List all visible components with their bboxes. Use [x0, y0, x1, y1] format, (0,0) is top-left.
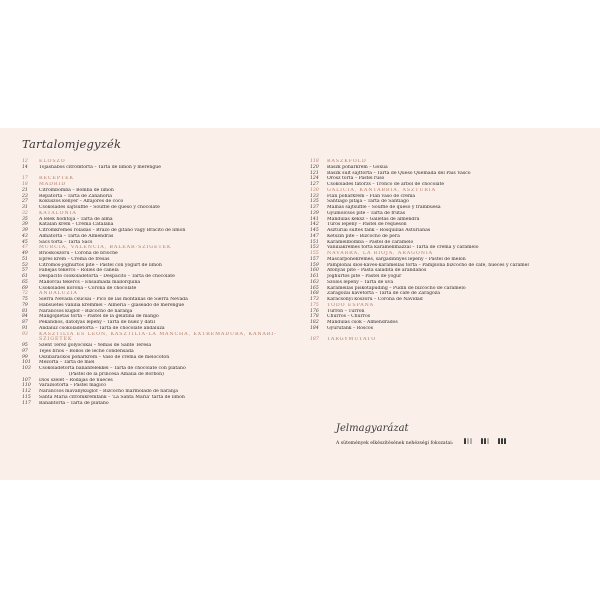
toc-entry-text: A lélek hódítója – Tarta de alma [39, 216, 113, 222]
toc-page-number: 39 [22, 222, 28, 228]
toc-page-number: 14 [22, 164, 28, 170]
toc-page-number: 21 [22, 187, 28, 193]
toc-section-heading [310, 337, 575, 343]
toc-entry-text: Csokoládés korona – Corona de chocolate [39, 285, 137, 291]
toc-entry [22, 401, 287, 407]
toc-page-number: 65 [22, 279, 28, 285]
toc-page-number: 141 [310, 216, 319, 222]
toc-page-number: 130 [310, 187, 319, 193]
toc-page-number: 153 [310, 245, 319, 251]
toc-section-heading [22, 332, 287, 344]
toc-page-number: 155 [310, 251, 319, 256]
toc-page-number: 187 [310, 337, 319, 343]
toc-entry-text: Mascarponekrémes, sárgadinnyés lepény – Pastel de melón [327, 256, 466, 262]
toc-page-number: 49 [22, 251, 28, 256]
toc-entry-text: Mandulás csók – Almendrados [327, 320, 398, 325]
toc-page-number: 43 [22, 233, 28, 239]
toc-page-number: 159 [310, 262, 319, 268]
toc-entry-text: Turrón – Turrón [327, 308, 365, 314]
toc-page-number: 178 [310, 314, 319, 320]
toc-entry-text: Pamplonai diós-kávés-karamellás torta – Pamplona bizcocho de café, nueces y caramel [327, 262, 529, 268]
toc-entry-text: Tejes brióš – Bollos de leche condensada [39, 348, 134, 354]
toc-entry-text: Santiago pitája – Tarta de Santiago [327, 199, 409, 205]
toc-page-number: 112 [22, 389, 31, 394]
toc-page-number: 139 [310, 210, 319, 216]
toc-page-number: 147 [310, 233, 319, 239]
toc-entry-text: MURCIA, VALENCIA, BALEÁR-SZIGETEK [39, 245, 172, 251]
toc-entry-text: BASZKFÖLD [327, 159, 367, 164]
toc-entry-text: ANDALÚZIA [39, 291, 78, 297]
toc-page-number: 23 [22, 193, 28, 199]
toc-entry-text: Mallorcai tekercs – Ensaimada mallorquina [39, 279, 141, 285]
legend-text: A sütemények elkészítésének nehézségi fokozatai: [336, 441, 454, 446]
toc-page-number: 184 [310, 325, 319, 331]
toc-entry-text: Sacs torta – Tarta Sacs [39, 239, 93, 245]
toc-entry-text: Gyümölcsös pite – Tarta de frutas [327, 210, 406, 216]
toc-page-number: 69 [22, 285, 28, 291]
toc-page-number: 107 [22, 377, 31, 383]
toc-entry-text: Gyűrűfánk – Roscos [327, 325, 374, 331]
toc-page-number: 12 [22, 159, 28, 164]
toc-entry-text: Vaníliakrémes torta karamellmázzal – Tarta de crema y caramelo [327, 245, 479, 251]
toc-page-number: 117 [22, 400, 31, 406]
toc-page-number: 53 [22, 262, 28, 268]
toc-entry-text: Pekándiós, datolyás lepény – Tarta de nuez y dátil [39, 320, 155, 325]
toc-entry-text: Flan pohárkrém – Flan vaso de crema [327, 193, 416, 199]
toc-entry-text: Narancsos máványkuglóf – Bizcocho marmolado de naranja [39, 389, 179, 394]
toc-entry-text: NAVARRA, LA RIOJA, ARAGÓNIA [327, 251, 433, 256]
toc-entry-text: TODO ESPAÑA [327, 302, 375, 308]
toc-page-number: 115 [22, 394, 31, 400]
toc-page-number: 160 [310, 268, 319, 274]
toc-page-number: 176 [310, 308, 319, 314]
toc-page-number: 31 [22, 205, 28, 210]
difficulty-level-1-icon [464, 438, 472, 444]
toc-page-number: 145 [310, 228, 319, 233]
toc-entry-text: Narancsos kuglóf – Bizcocho de naranja [39, 308, 133, 314]
toc-page-number: 175 [310, 302, 319, 308]
toc-entry-text: RECEPTEK [39, 176, 74, 182]
toc-page-number: 120 [310, 164, 319, 170]
toc-entry-text: Asztúriai sültes fánk – Rosquillas Asturianas [327, 228, 431, 233]
toc-right-column [310, 159, 575, 343]
toc-page-number: 91 [22, 325, 28, 331]
toc-entry-text: KATALÓNIA [39, 210, 77, 216]
toc-entry-text: Túrós lepény – Pastel de requesón [327, 222, 407, 228]
toc-entry-text: MADRID [39, 182, 66, 187]
page-title: Tartalomjegyzék [22, 137, 122, 151]
toc-entry-text: Banántorta – Tarta de plátano [39, 400, 109, 406]
toc-entry-text: Churros – Churros [327, 314, 371, 320]
toc-entry-text: Sierra Nevada csúcsai – Pico de las montañas de Sierra Nevada [39, 297, 188, 302]
toc-page-number: 27 [22, 199, 28, 205]
toc-page-number: 173 [310, 297, 319, 302]
toc-page-number: 72 [22, 291, 28, 297]
toc-page-number: 79 [22, 302, 28, 308]
toc-entry-text: Joghurtos pite – Pastel de yogur [327, 274, 402, 279]
toc-page-number: 161 [310, 274, 319, 279]
toc-entry-text: Santa Maria citromkrémfánk – 'La Santa Maria' tarta de limón [39, 394, 185, 400]
toc-entry-text: Citromos-joghurtos pite – Pastel con yogurt de limón [39, 262, 162, 268]
toc-page-number: 84 [22, 314, 28, 320]
toc-page-number: 168 [310, 291, 319, 297]
legend-title: Jelmagyarázat [336, 423, 409, 434]
toc-entry-text: Habsüetes vanília krémmel – Almería – glaseado de merengue [39, 302, 185, 308]
toc-page-number: 61 [22, 274, 28, 279]
toc-entry-text: Őszibarackos pohárkrém – Vaso de crema de melocotón [39, 354, 170, 360]
toc-page-number: 47 [22, 245, 28, 251]
toc-entry-text: TÁRGYMUTATÓ [327, 337, 377, 343]
toc-page-number: 135 [310, 199, 319, 205]
toc-page-number: 45 [22, 239, 28, 245]
toc-entry-text: Kókuszos kenyér – Alfajores de coco [39, 199, 124, 205]
difficulty-level-3-icon [498, 438, 506, 444]
toc-entry-text: Mandulás keksz – Galletas de almendra [327, 216, 420, 222]
toc-page-number: 163 [310, 279, 319, 285]
toc-page-number: 151 [310, 239, 319, 245]
toc-entry-text: Citromkrémes roládás – Brazo de gitano vagy Bracito de limón [39, 228, 186, 233]
toc-page-number: 103 [22, 366, 31, 371]
toc-entry-text: (Pastel de la princesa Amalia de Borbón) [69, 371, 164, 377]
toc-left-column [22, 159, 287, 406]
difficulty-icons [464, 438, 512, 444]
toc-entry-text: Mézorta – Tarta de miel [39, 360, 95, 366]
toc-page-number: 35 [22, 216, 28, 222]
toc-entry-text: Orosz torta – Pastel ruso [327, 176, 385, 182]
toc-entry-text: Baszk pohárkrém – Goxua [327, 164, 388, 170]
toc-page-number: 99 [22, 354, 28, 360]
toc-page-number: 87 [22, 320, 28, 325]
toc-page-number: 81 [22, 308, 28, 314]
toc-page-number: 165 [310, 285, 319, 291]
toc-entry-text: Mangóplétás torta – Pastel de la gelatina de mango [39, 314, 159, 320]
toc-page-number: 97 [22, 348, 28, 354]
toc-entry-text: Andalúz csokoládétorta – Tarta de chocolate andaluza [39, 325, 165, 331]
toc-entry-text: Almatorta – Tarta de Almendras [39, 233, 114, 239]
toc-page-number: 157 [310, 256, 319, 262]
toc-page-number: 51 [22, 256, 28, 262]
toc-page-number: 142 [310, 222, 319, 228]
toc-page-number: 39 [22, 228, 28, 233]
toc-page-number: 18 [22, 182, 28, 187]
toc-entry-text: Málnás sajtsufflé – Soufflé de queso y frambuesa [327, 205, 441, 210]
toc-entry-text: Kétszín pite – Bizcocho de pera [327, 233, 400, 239]
toc-entry-text: KASZTÍLIA ÉS LEÓN, KASZTÍLIA-LA MANCHA, EXTREMADURA, KANÁRI-SZIGETEK [39, 331, 277, 343]
toc-entry-text: Áfonyás pite – Pasta saladita de arándanos [327, 268, 427, 274]
toc-entry-text: Csokoládétorta banánfélékkel – Tarta de chocolate con plátano [39, 366, 186, 371]
toc-entry-text: Diós szelet – Rodajas de nueces [39, 377, 113, 383]
toc-page-number: 32 [22, 210, 28, 216]
toc-entry-text: Csokoládés sajtsufflé – Soufflé de queso y chocolate [39, 205, 160, 210]
toc-entry-text: Tojáshabos citromtorta – Tarta de limón y merengue [39, 164, 161, 170]
toc-entry-text: Varázsotorta – Pastel mágico [39, 383, 107, 389]
toc-page-number: 182 [310, 320, 319, 325]
toc-entry-text: Karamellbomba – Pastel de caramelo [327, 239, 414, 245]
toc-entry-text: Brióskoszorú – Corona de brioche [39, 251, 118, 256]
toc-entry-text: Despacito csokoládétorta – Despacito – Tarta de chocolate [39, 274, 175, 279]
toc-page-number: 133 [310, 193, 319, 199]
toc-entry-text: Répatorta – Tarta de Zanahoria [39, 193, 113, 199]
toc-page-number: 110 [22, 383, 31, 389]
toc-entry-text: Karácsonyi koszorú – Corona de Navidad [327, 297, 423, 302]
toc-page-number: 127 [310, 182, 319, 187]
toc-entry-text: ELŐSZÓ [39, 159, 66, 164]
toc-page-number: 75 [22, 297, 28, 302]
toc-page-number: 93 [22, 331, 28, 337]
toc-entry-text: Zaragozai kávétorta – Tarta de café de Zaragoza [327, 291, 440, 297]
toc-entry-text: Citrombomba – Bomba de limón [39, 187, 114, 193]
toc-entry-text: Baszk sült sajttorta – Tarta de Queso Quemada del País Vasco [327, 170, 471, 176]
toc-entry-text: Szent Teréz golyócskái – Yemas de Sante Teresa [39, 343, 152, 348]
toc-entry-text: Epres krém – Crema de fresas [39, 256, 110, 262]
toc-entry-text: Csokoládés fatörzs – Tronco de árbol de chocolate [327, 182, 445, 187]
toc-entry-text: GALÍCIA, KANTÁBRIA, ASZTÚRIA [327, 187, 436, 193]
toc-entry-text: Katalán krém – Crema Catalana [39, 222, 114, 228]
toc-page-number: 118 [310, 159, 319, 164]
toc-page-number: 137 [310, 205, 319, 210]
toc-entry-text: Szőlős lepény – Tarta de uva [327, 279, 394, 285]
toc-page-number: 95 [22, 343, 28, 348]
toc-page-number: 101 [22, 360, 31, 366]
toc-page-number: 17 [22, 176, 28, 182]
difficulty-level-2-icon [481, 438, 489, 444]
toc-page-number: 121 [310, 170, 319, 176]
toc-entry-text: Karamellás piskótapuding – Pudín de bizcocho de caramelo [327, 285, 466, 291]
toc-page-number: 57 [22, 268, 28, 274]
toc-page-number: 124 [310, 176, 319, 182]
toc-entry-text: Fahéjas tekercs – Rolles de canela [39, 268, 119, 274]
